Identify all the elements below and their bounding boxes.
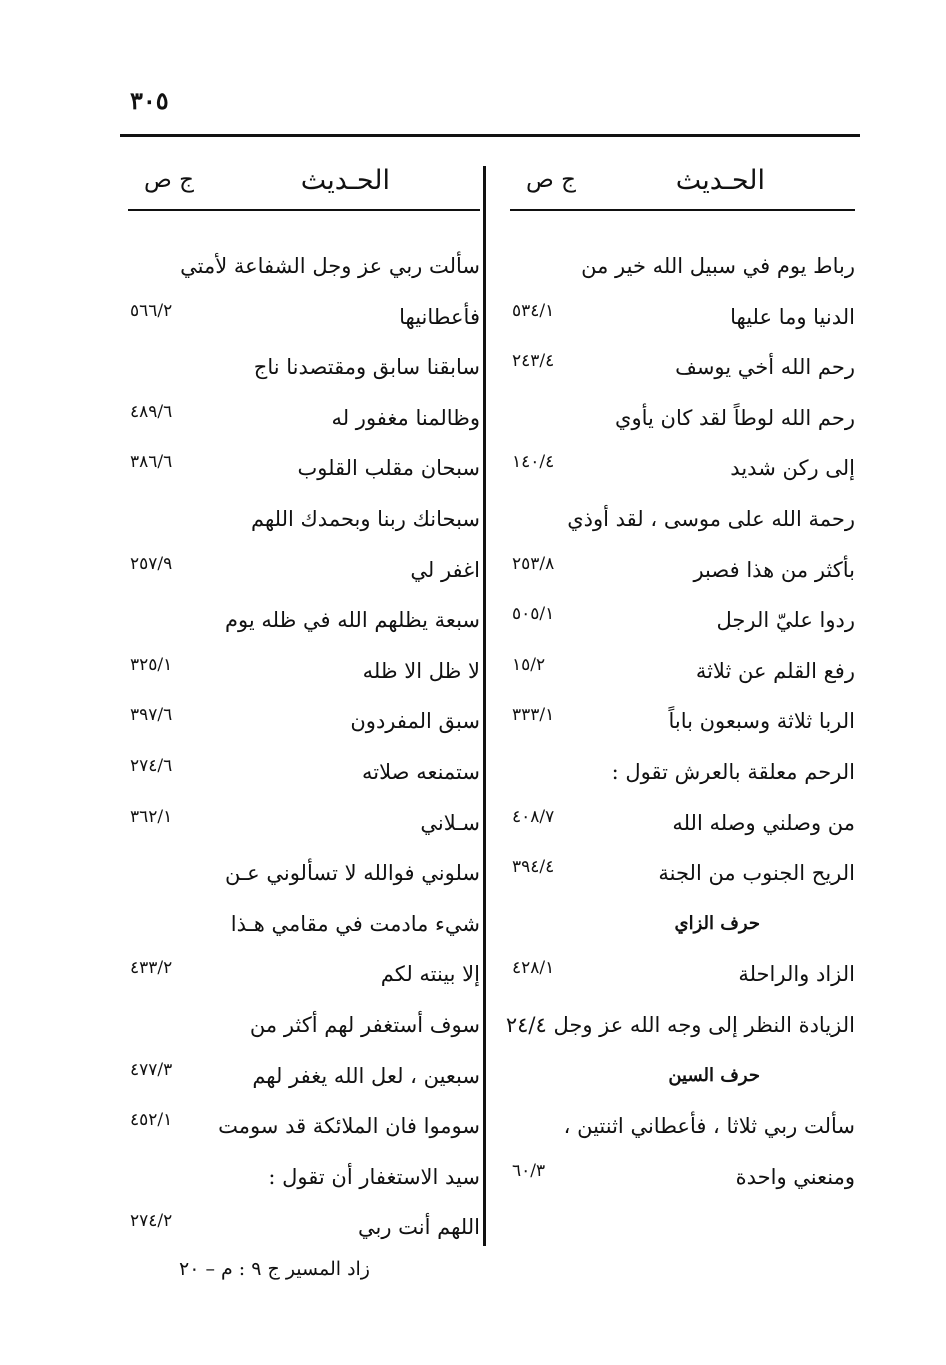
volume-page-ref: ٢٧٤/٢ [130,1211,173,1232]
hadith-text: الزيادة النظر إلى وجه الله عز وجل ٢٤/٤ [505,1012,855,1037]
volume-page-ref: ٦٠/٣ [512,1160,546,1181]
hadith-text: الربا ثلاثة وسبعون باباً [668,709,855,734]
index-entry [505,1000,855,1051]
hadith-text: سلوني فوالله لا تسألوني عـن [225,861,480,886]
index-entry [128,393,480,444]
index-entry [128,747,480,798]
hadith-text: سبحانك ربنا وبحمدك اللهم [250,506,480,531]
volume-page-ref: ٤٥٢/١ [130,1110,173,1131]
right-column [505,155,855,1202]
index-entry [510,1101,855,1152]
volume-page-ref: ٤٣٣/٢ [130,958,173,979]
hadith-text: سـلاني [420,810,480,835]
hadith-text: إلا بينته لكم [380,962,480,987]
volume-page-ref: ٣٦٢/١ [130,806,173,827]
index-entry [510,393,855,444]
index-entry [128,696,480,747]
hadith-text: الزاد والراحلة [738,962,855,987]
index-entry [128,241,480,292]
index-entry [128,292,480,343]
volume-page-ref: ١٥/٢ [512,654,546,675]
right-column-header [510,155,855,211]
hadith-text: وظالمنا مغفور له [331,405,480,430]
hadith-text: الرحم معلقة بالعرش تقول : [611,759,855,784]
index-entry [510,1152,855,1203]
index-entry [510,646,855,697]
index-entry [510,696,855,747]
volume-page-label: ج ص [526,167,576,193]
index-entry [128,342,480,393]
volume-page-ref: ٥٦٦/٢ [130,300,173,321]
hadith-column-title: الحـديث [300,165,390,196]
index-entry [128,545,480,596]
index-entry [510,848,855,899]
volume-page-ref: ٣٢٥/١ [130,654,173,675]
index-entry [128,1152,480,1203]
volume-page-ref: ٢٧٤/٦ [130,755,173,776]
hadith-text: رباط يوم في سبيل الله خير من [581,254,855,278]
hadith-text: رحم الله لوطاً لقد كان يأوي [615,405,855,430]
volume-page-ref: ٣٣٣/١ [512,705,555,726]
hadith-text: سألت ربي عز وجل الشفاعة لأمتي [180,254,480,278]
hadith-text: من وصلني وصله الله [672,810,855,835]
hadith-text: بأكثر من هذا فصبر [693,557,855,582]
index-entry [510,545,855,596]
section-heading [510,899,855,950]
volume-page-ref: ٣٨٦/٦ [130,452,173,473]
index-entry [510,949,855,1000]
hadith-text: الريح الجنوب من الجنة [658,861,855,886]
index-entry [128,1202,480,1253]
index-entry [128,949,480,1000]
hadith-text: ردوا عليّ الرجل [716,608,855,633]
volume-page-ref: ٤٨٩/٦ [130,401,173,422]
hadith-text: لا ظل الا ظله [362,658,480,683]
hadith-text: سابقنا سابق ومقتصدنا ناج [253,355,480,380]
index-entry [128,848,480,899]
index-entry [510,241,855,292]
volume-page-ref: ٣٩٧/٦ [130,705,173,726]
section-heading [510,1051,855,1102]
index-entry [128,646,480,697]
hadith-text: سوف أستغفر لهم أكثر من [249,1012,480,1037]
volume-page-ref: ١٤٠/٤ [512,452,555,473]
hadith-text: رفع القلم عن ثلاثة [695,658,855,683]
hadith-text: فأعطانيها [399,304,480,329]
hadith-text: رحمة الله على موسى ، لقد أوذي [567,506,855,531]
hadith-text: الدنيا وما عليها [730,304,855,329]
page-number: ٣٠٥ [130,86,169,115]
section-heading-text: حرف السين [668,1064,760,1086]
index-entry [128,1101,480,1152]
hadith-text: رحم الله أخي يوسف [675,355,855,380]
left-rows [128,241,480,1253]
left-column-header [128,155,480,211]
volume-page-ref: ٥٠٥/١ [512,604,555,625]
index-entry [510,292,855,343]
hadith-text: سبحان مقلب القلوب [297,456,480,481]
volume-page-ref: ٤٠٨/٧ [512,806,555,827]
hadith-text: ستمنعه صلاته [362,759,480,784]
index-entry [510,595,855,646]
volume-page-ref: ٥٣٤/١ [512,300,555,321]
right-rows [505,241,855,1202]
index-entry [510,798,855,849]
hadith-text: اغفر لي [410,557,480,582]
index-entry [510,494,855,545]
volume-page-ref: ٣٩٤/٤ [512,857,555,878]
column-divider [483,166,486,1246]
index-entry [128,798,480,849]
volume-page-ref: ٤٢٨/١ [512,958,555,979]
index-entry [128,1000,480,1051]
hadith-text: سبعين ، لعل الله يغفر لهم [252,1063,480,1088]
hadith-text: سوموا فان الملائكة قد سومت [218,1114,480,1139]
left-column [128,155,480,1253]
hadith-text: سألت ربي ثلاثا ، فأعطاني اثنتين ، [563,1114,855,1139]
hadith-column-title: الحـديث [675,165,765,196]
volume-page-ref: ٢٤٣/٤ [512,351,555,372]
hadith-text: اللهم أنت ربي [358,1215,480,1240]
hadith-text: إلى ركن شديد [730,456,855,481]
hadith-text: سيد الاستغفار أن تقول : [268,1164,480,1189]
volume-page-ref: ٢٥٧/٩ [130,553,173,574]
volume-page-label: ج ص [144,167,194,193]
index-entry [128,1051,480,1102]
hadith-text: شيء مادمت في مقامي هـذا [230,911,480,936]
index-entry [510,747,855,798]
index-entry [128,595,480,646]
index-entry [510,443,855,494]
volume-page-ref: ٤٧٧/٣ [130,1059,173,1080]
section-heading-text: حرف الزاي [674,912,760,934]
hadith-text: سبعة يظلهم الله في ظله يوم [225,608,480,633]
volume-page-ref: ٢٥٣/٨ [512,553,555,574]
index-entry [128,443,480,494]
hadith-text: سبق المفردون [350,709,480,734]
index-entry [128,494,480,545]
index-entry [128,899,480,950]
index-entry [510,342,855,393]
hadith-text: ومنعني واحدة [735,1164,855,1189]
page-footer: زاد المسير ج ٩ : م – ٢٠ [179,1258,370,1280]
top-rule [120,134,860,137]
